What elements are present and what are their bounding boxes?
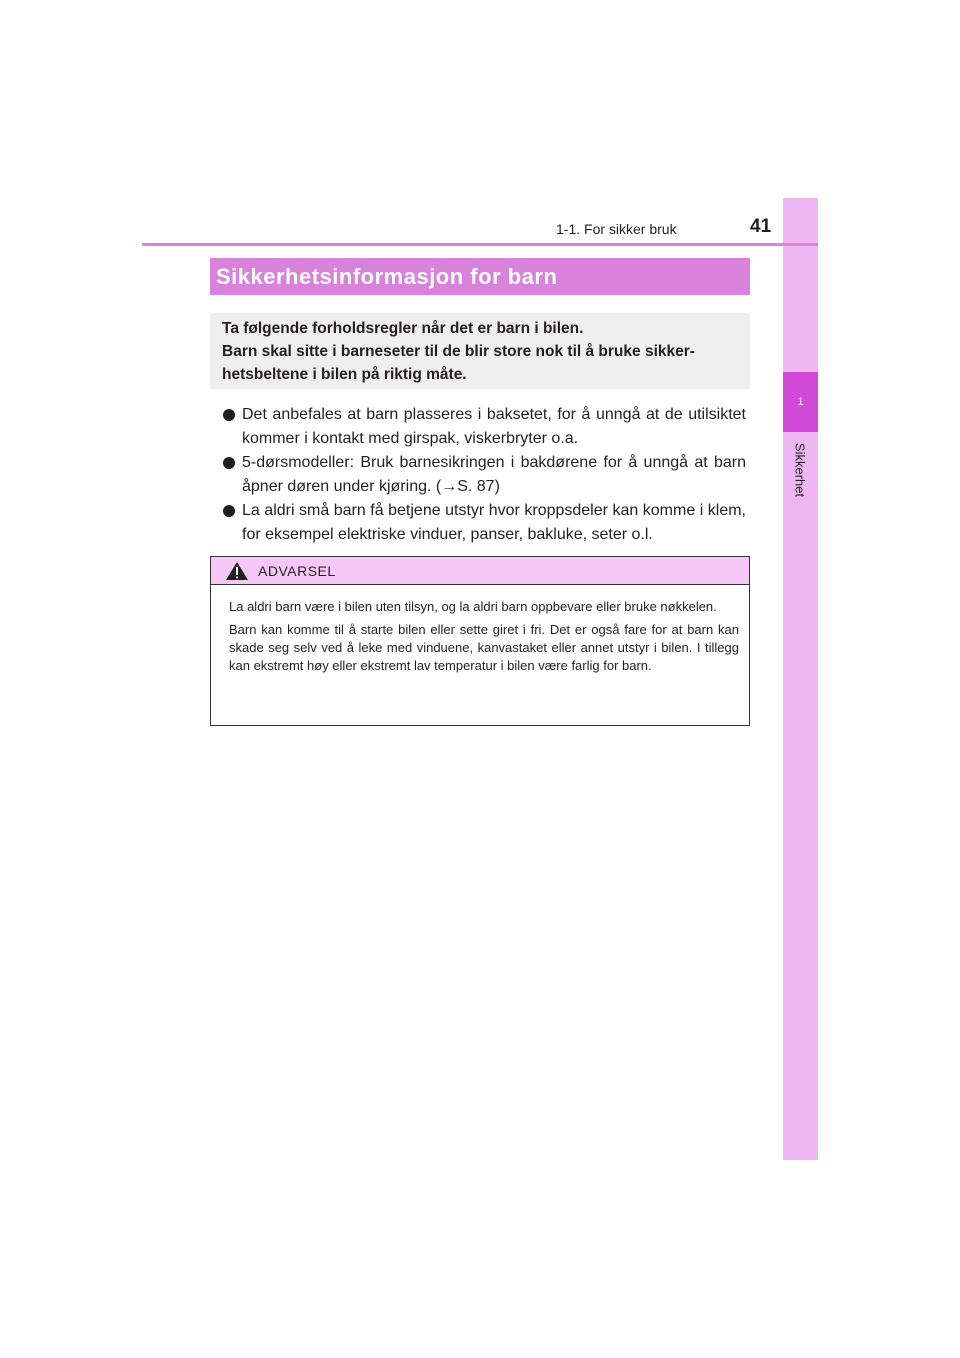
- bullet-icon: [223, 457, 235, 469]
- page-number: 41: [750, 216, 772, 237]
- list-item-text: Det anbefales at barn plasseres i baksetet, for å unngå at de utilsiktet kommer i kontakt med girspak, viskerbryter o.a.: [242, 406, 746, 447]
- list-item: [220, 403, 746, 451]
- chapter-number: 1: [783, 372, 818, 432]
- warning-body: [211, 585, 749, 675]
- intro-box: [210, 313, 750, 389]
- section-title: Sikkerhetsinformasjon for barn: [210, 258, 750, 295]
- bullet-list: [220, 403, 746, 547]
- warning-paragraph: Barn kan komme til å starte bilen eller sette giret i fri. Det er også fare for at barn kan skade seg selv ved å leke med vinduene, kanvastaket eller annet utstyr i bilen. I tillegg kan ekstremt høy eller ekstremt lav temperatur i bilen være farlig for barn.: [229, 622, 739, 673]
- section-label: 1-1. For sikker bruk: [556, 221, 677, 237]
- warning-box: [210, 556, 750, 726]
- bullet-icon: [223, 409, 235, 421]
- warning-header: [211, 557, 749, 585]
- list-item: [220, 451, 746, 499]
- side-tab: [783, 198, 818, 1160]
- list-item: [220, 499, 746, 547]
- intro-line: Ta følgende forholdsregler når det er barn i bilen.: [222, 320, 584, 337]
- chapter-label: Sikkerhet: [792, 442, 808, 498]
- header-rule: [142, 243, 818, 246]
- list-item-text: La aldri små barn få betjene utstyr hvor kroppsdeler kan komme i klem, for eksempel elektriske vinduer, panser, bakluke, seter o.l.: [242, 502, 746, 543]
- intro-line: Barn skal sitte i barneseter til de blir store nok til å bruke sikker-hetsbeltene i bilen på riktig måte.: [222, 343, 695, 383]
- list-item-text: 5-dørsmodeller: Bruk barnesikringen i bakdørene for å unngå at barn åpner døren under kjøring. (→S. 87): [242, 454, 746, 495]
- warning-triangle-icon: [225, 561, 249, 581]
- warning-paragraph: La aldri barn være i bilen uten tilsyn, og la aldri barn oppbevare eller bruke nøkkelen.: [229, 599, 717, 614]
- warning-title: ADVARSEL: [258, 562, 336, 579]
- bullet-icon: [223, 505, 235, 517]
